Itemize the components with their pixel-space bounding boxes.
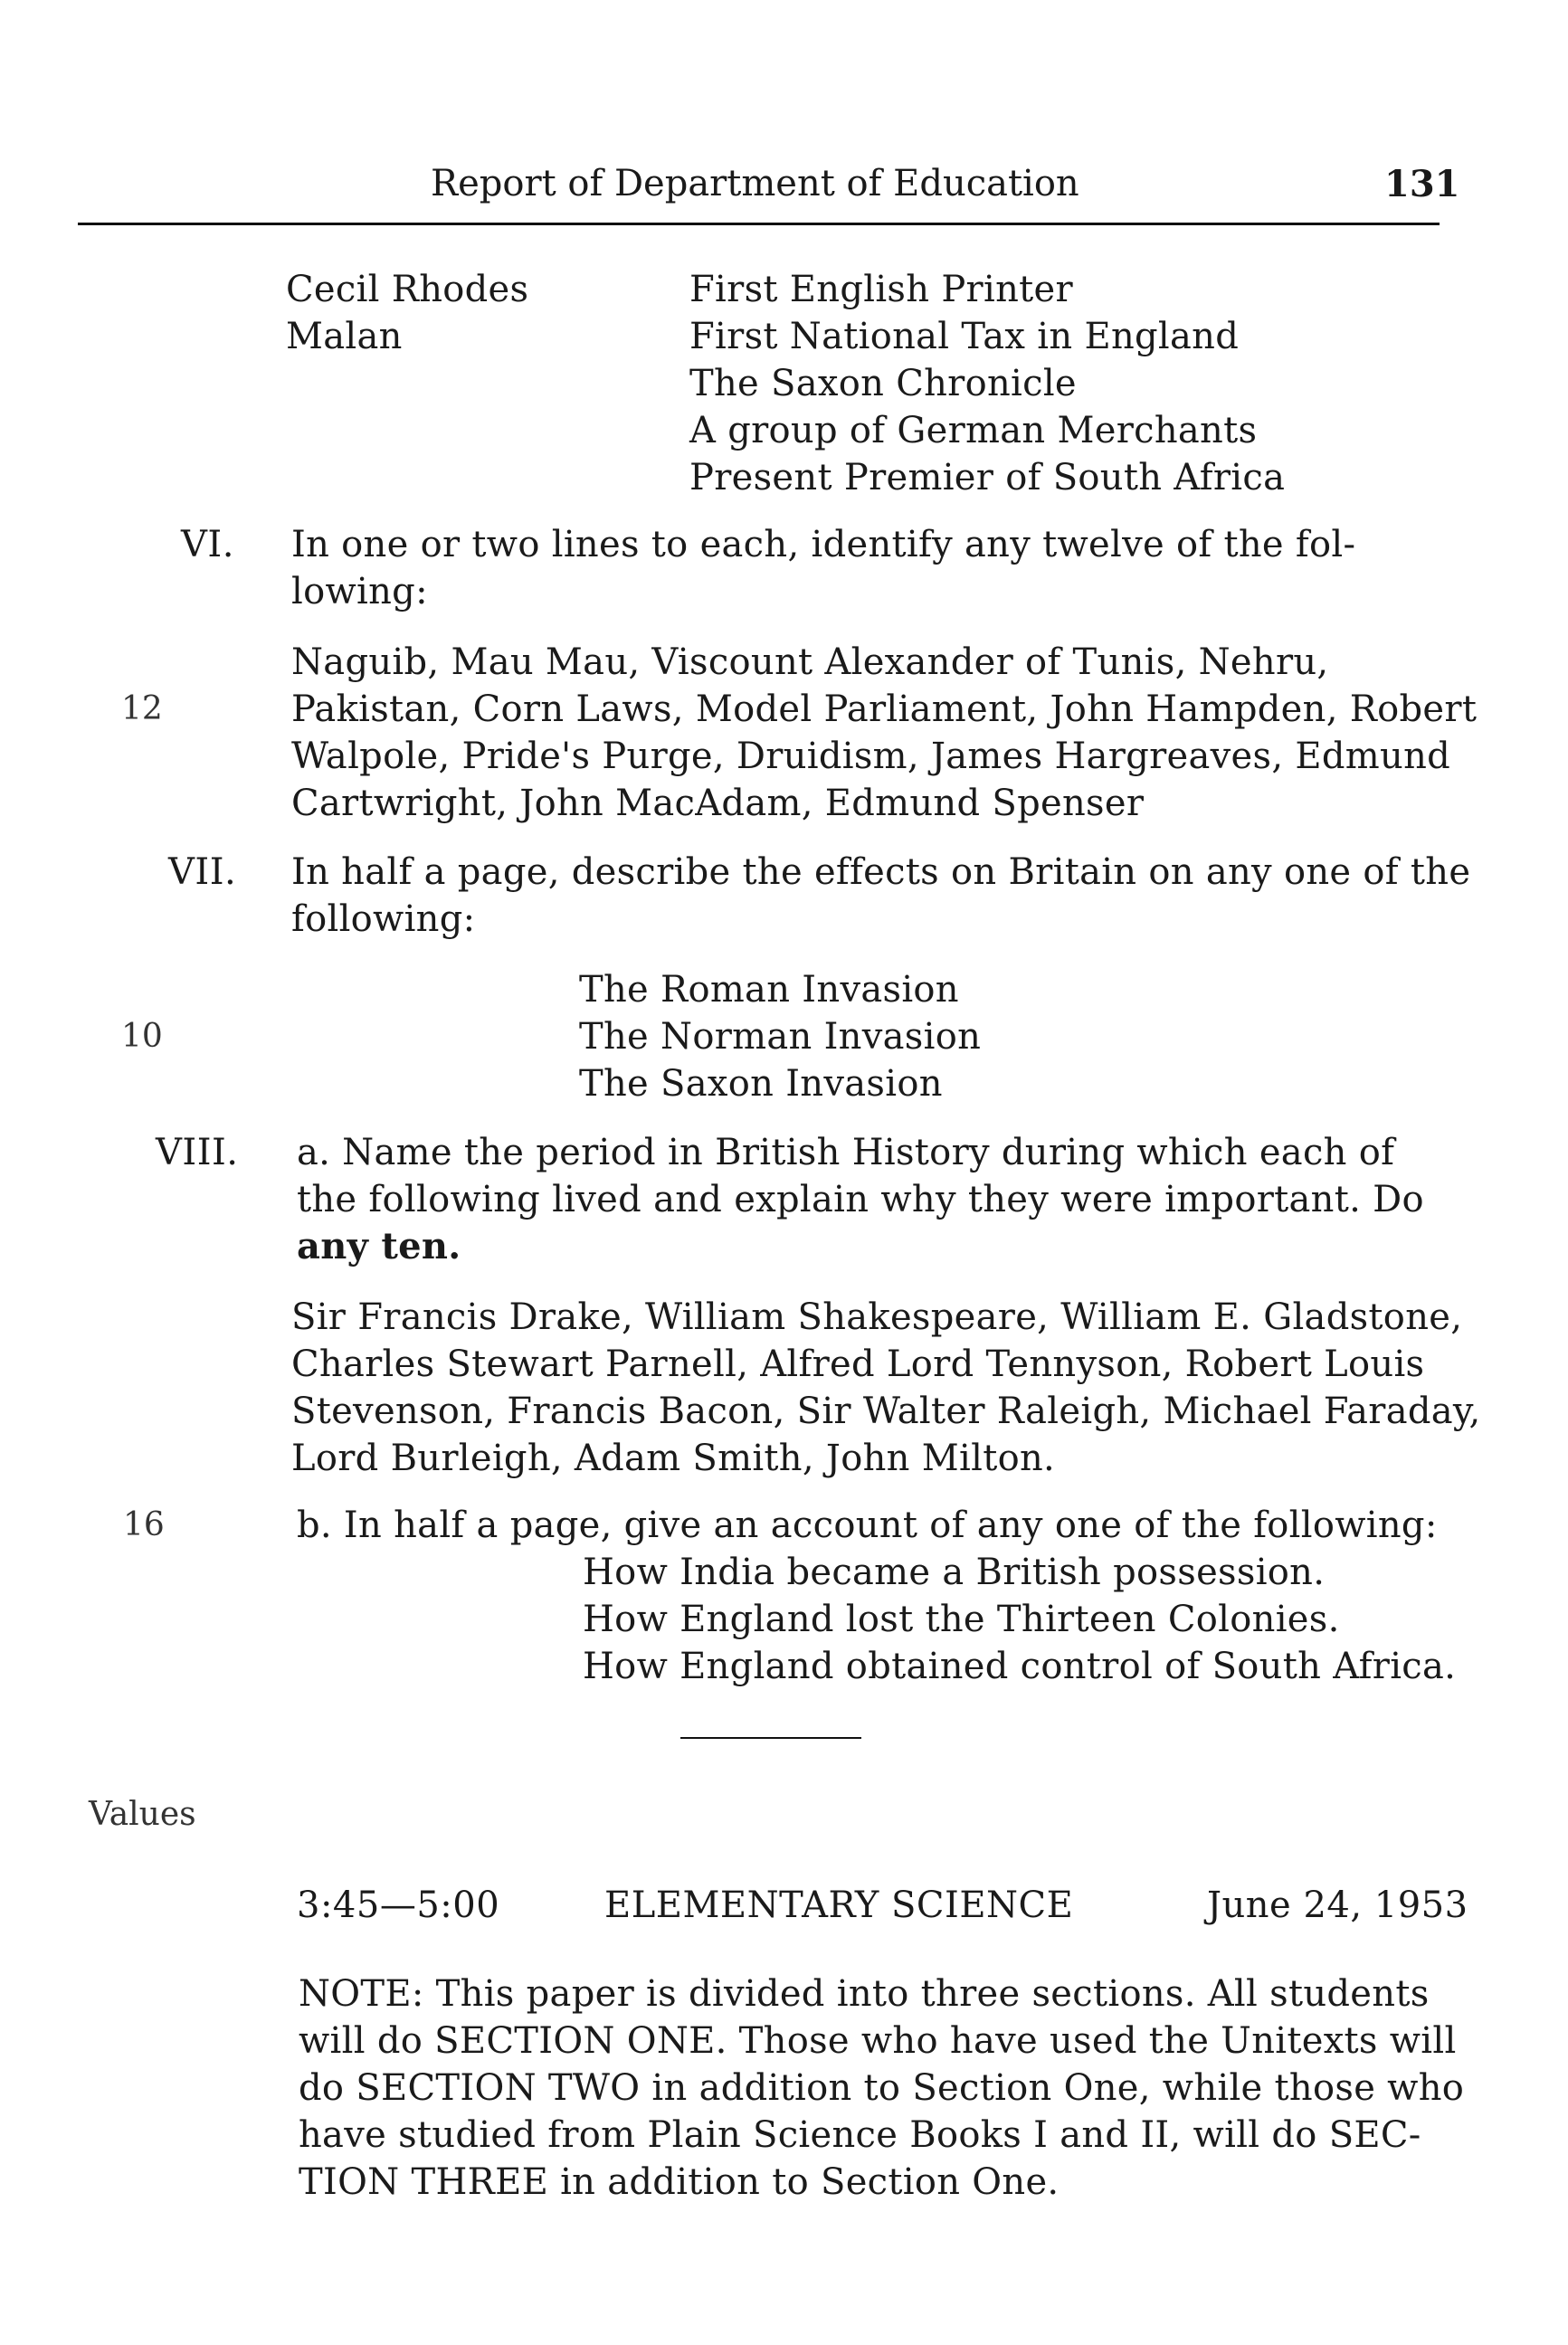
matching-right-item: First National Tax in England (689, 316, 1240, 357)
question-8a-prompt (297, 1129, 1424, 1270)
question-7-prompt (291, 849, 1470, 943)
section-divider (680, 1737, 861, 1739)
note-line: NOTE: This paper is divided into three sections. All students (299, 1973, 1430, 2015)
marks-value: 12 (121, 690, 163, 727)
option-line: How India became a British possession. (583, 1552, 1326, 1593)
matching-left-column (286, 266, 528, 360)
question-7-options (579, 966, 981, 1107)
question-line: lowing: (291, 571, 428, 612)
exam-time: 3:45—5:00 (297, 1885, 500, 1926)
question-6-names (291, 639, 1477, 827)
marks-value: 16 (123, 1506, 165, 1543)
page-header-title: Report of Department of Education (431, 163, 1079, 204)
names-line: Lord Burleigh, Adam Smith, John Milton. (291, 1438, 1056, 1479)
question-numeral: VI. (181, 524, 234, 565)
question-numeral: VII. (168, 851, 237, 893)
option-line: The Saxon Invasion (579, 1063, 943, 1105)
question-numeral: VIII. (156, 1132, 239, 1173)
names-line: Cartwright, John MacAdam, Edmund Spenser (291, 783, 1145, 824)
question-line-text: In one or two lines to each, identify any twelve of the fol- (291, 524, 1356, 565)
matching-right-column (689, 266, 1285, 501)
question-8b-prompt: b. In half a page, give an account of any one of the following: (297, 1505, 1438, 1546)
exam-subject: ELEMENTARY SCIENCE (604, 1885, 1074, 1926)
note-line: TION THREE in addition to Section One. (299, 2161, 1060, 2203)
exam-date: June 24, 1953 (1207, 1885, 1468, 1926)
names-line: Stevenson, Francis Bacon, Sir Walter Raleigh, Michael Faraday, (291, 1391, 1481, 1432)
question-line: a. Name the period in British History during which each of (297, 1132, 1395, 1173)
values-label: Values (89, 1796, 196, 1833)
question-line (291, 521, 1444, 568)
names-line: Pakistan, Corn Laws, Model Parliament, John Hampden, Robert (291, 688, 1478, 730)
names-line: Walpole, Pride's Purge, Druidism, James Hargreaves, Edmund (291, 736, 1451, 777)
question-line: the following lived and explain why they were important. Do (297, 1179, 1424, 1220)
option-line: The Roman Invasion (579, 969, 959, 1011)
note-line: do SECTION TWO in addition to Section One, while those who (299, 2067, 1465, 2109)
question-8b-options (583, 1549, 1456, 1690)
names-line: Naguib, Mau Mau, Viscount Alexander of Tunis, Nehru, (291, 641, 1329, 683)
note-line: have studied from Plain Science Books I and II, will do SEC- (299, 2114, 1421, 2156)
option-line: How England obtained control of South Africa. (583, 1646, 1457, 1687)
matching-left-item: Cecil Rhodes (286, 269, 529, 310)
question-line: any ten. (297, 1225, 461, 1267)
matching-right-item: The Saxon Chronicle (689, 363, 1077, 404)
note-paragraph (299, 1970, 1464, 2206)
question-6-prompt (291, 521, 1444, 615)
names-line: Sir Francis Drake, William Shakespeare, William E. Gladstone, (291, 1296, 1463, 1338)
page-number: 131 (1384, 163, 1460, 205)
option-line: How England lost the Thirteen Colonies. (583, 1599, 1340, 1640)
marks-value: 10 (121, 1018, 163, 1055)
question-line: In half a page, describe the effects on Britain on any one of the (291, 851, 1471, 893)
option-line: The Norman Invasion (579, 1016, 982, 1058)
names-line: Charles Stewart Parnell, Alfred Lord Tennyson, Robert Louis (291, 1343, 1425, 1385)
matching-right-item: First English Printer (689, 269, 1073, 310)
matching-right-item: A group of German Merchants (689, 410, 1258, 451)
header-rule (78, 223, 1440, 225)
question-8-names (291, 1294, 1481, 1482)
matching-right-item: Present Premier of South Africa (689, 457, 1286, 498)
matching-left-item: Malan (286, 316, 403, 357)
note-line: will do SECTION ONE. Those who have used the Unitexts will (299, 2020, 1457, 2062)
question-line: following: (291, 898, 476, 940)
